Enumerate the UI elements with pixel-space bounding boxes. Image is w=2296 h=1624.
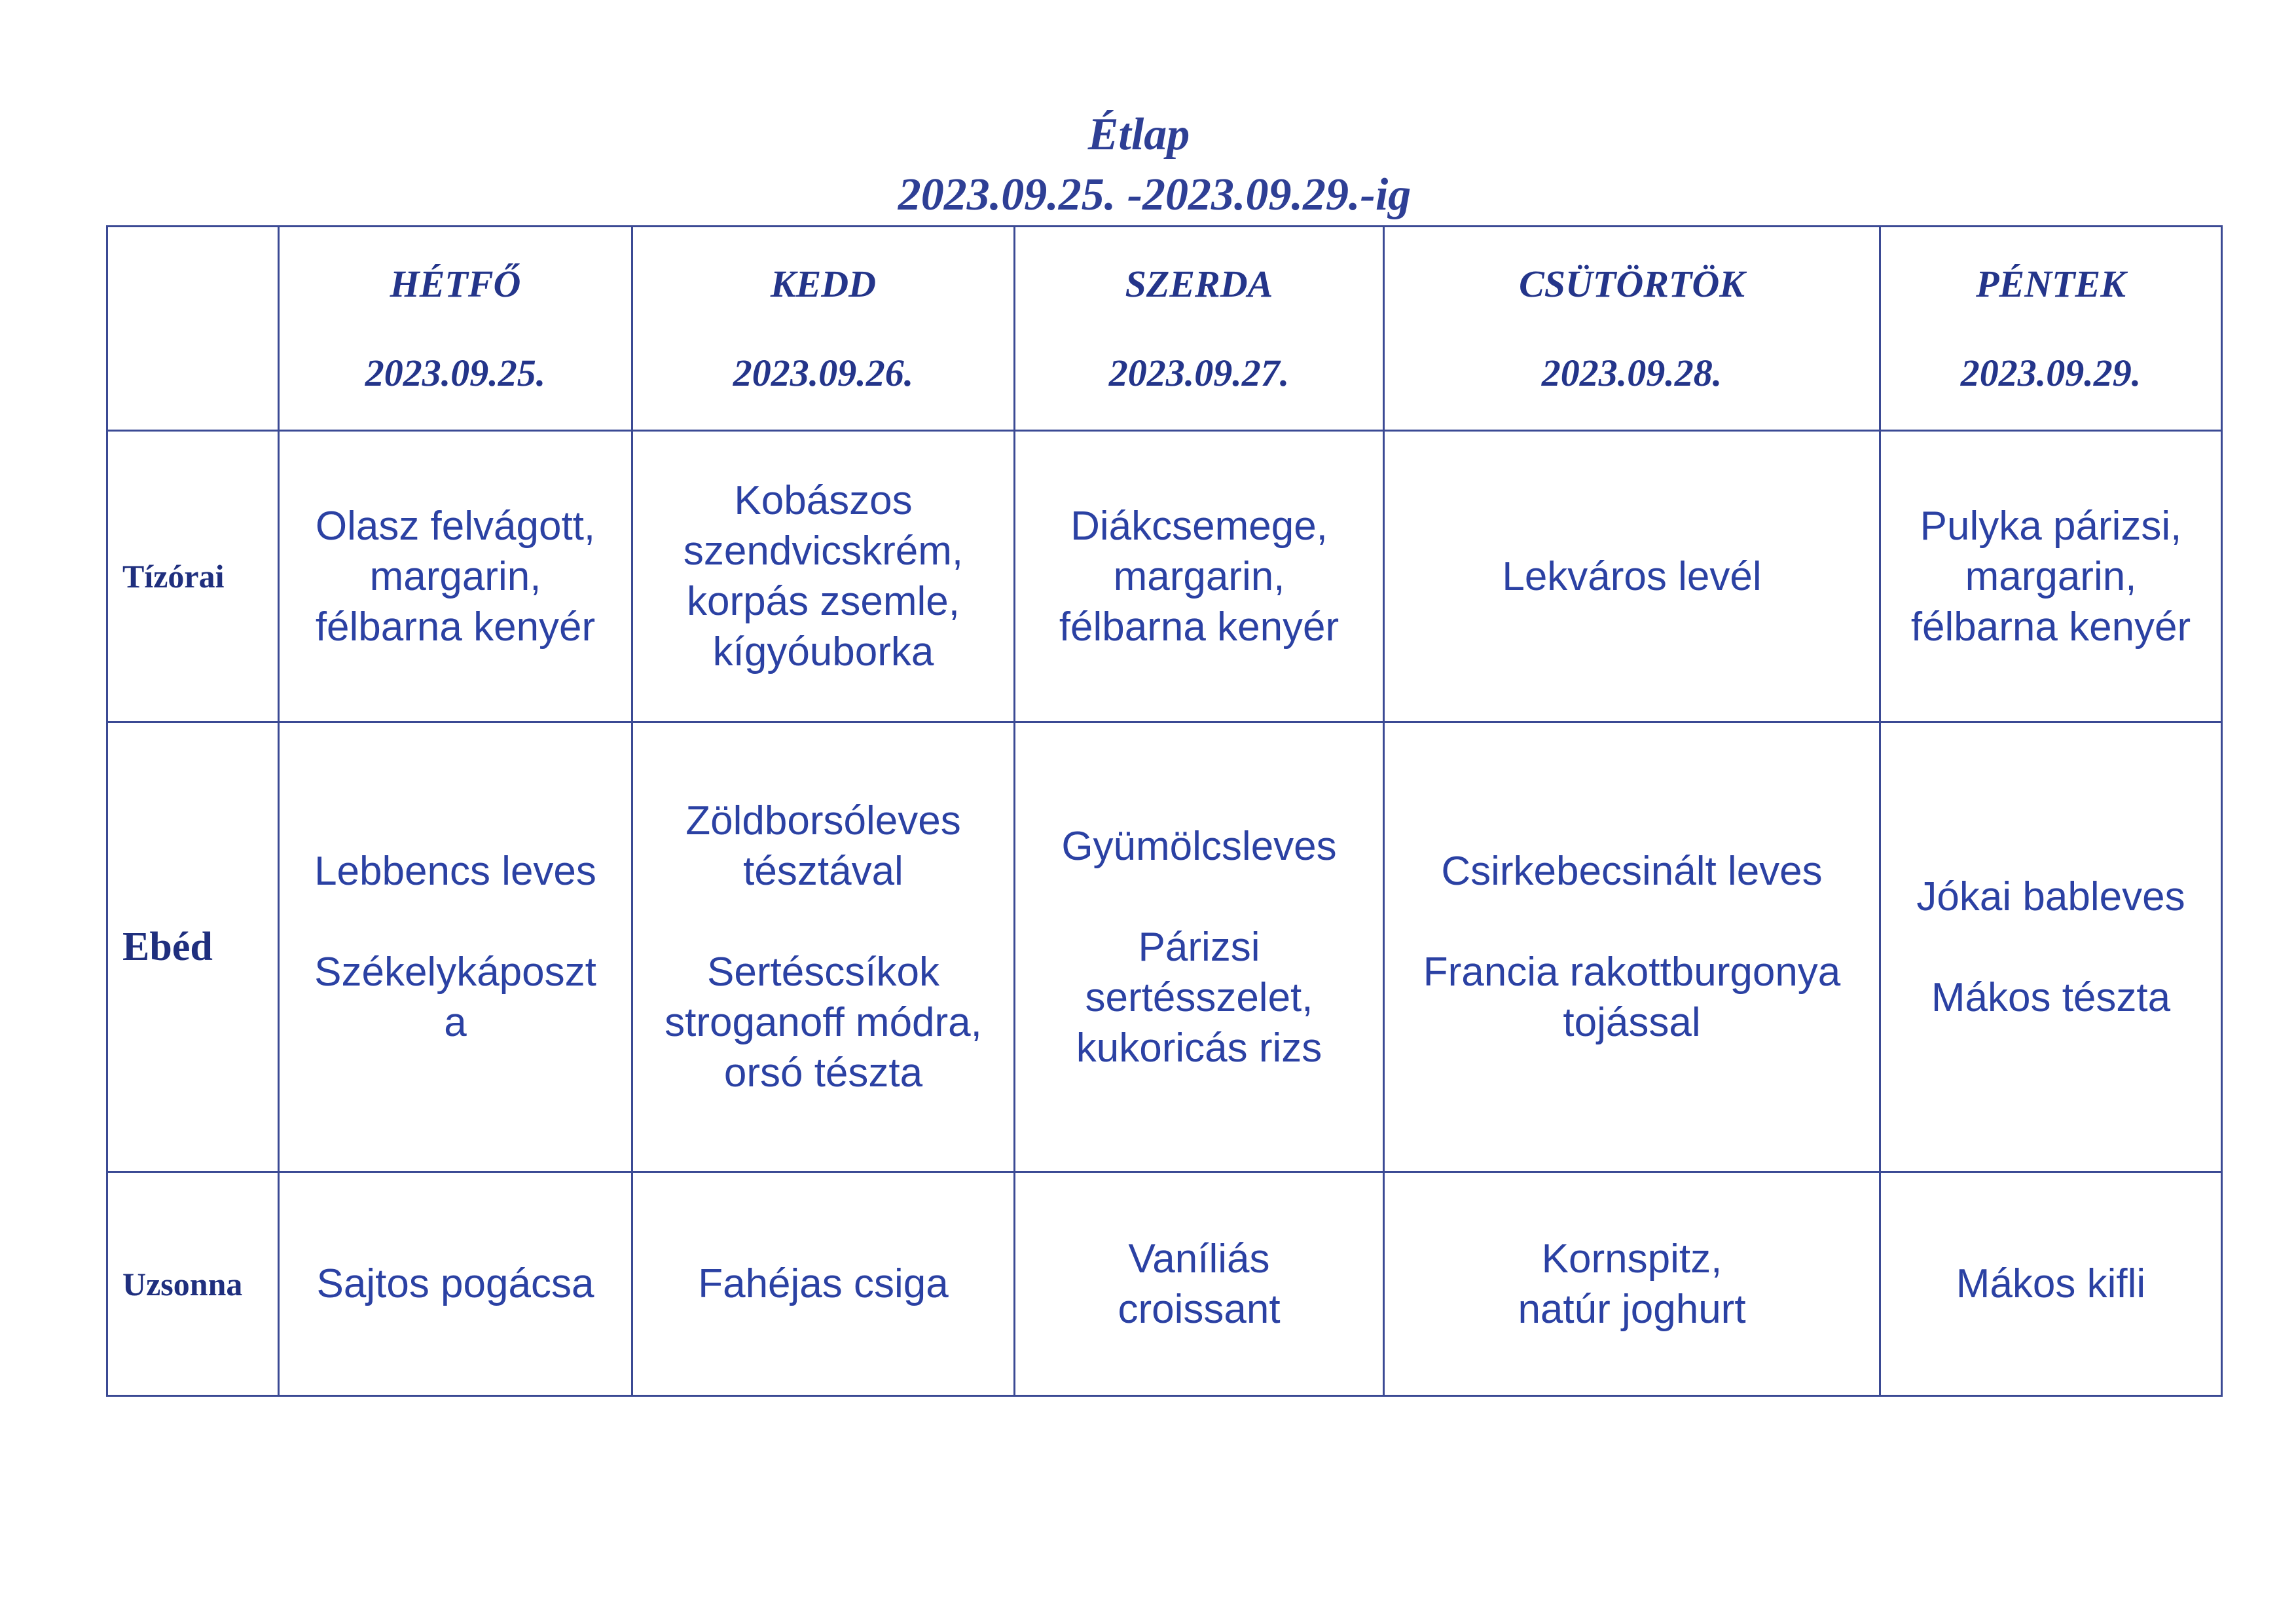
menu-cell	[279, 1172, 632, 1396]
menu-item-line: Jókai bableves	[1916, 874, 2185, 919]
menu-cell	[1880, 431, 2222, 722]
menu-item-line: tésztával	[743, 849, 903, 894]
menu-item-line: Sajtos pogácsa	[316, 1261, 594, 1306]
menu-item-line: Gyümölcsleves	[1061, 823, 1337, 869]
meal-row-tizorai	[107, 431, 2222, 722]
date-range: 2023.09.25. -2023.09.29.-ig	[898, 170, 1412, 220]
meal-label: Tízórai	[107, 431, 279, 722]
menu-cell	[1015, 1172, 1384, 1396]
menu-item-line: korpás zsemle,	[687, 579, 960, 624]
menu-item-line: kukoricás rizs	[1076, 1025, 1322, 1071]
menu-item-line: croissant	[1118, 1286, 1281, 1332]
menu-cell	[1880, 722, 2222, 1172]
menu-item-line: Lekváros levél	[1502, 553, 1762, 599]
day-header-tuesday	[632, 227, 1015, 431]
menu-item-line: szendvicskrém,	[683, 528, 964, 574]
menu-cell	[632, 1172, 1015, 1396]
menu-item-line: Lebbencs leves	[314, 849, 596, 894]
corner-cell	[107, 227, 279, 431]
day-name: HÉTFŐ	[390, 262, 521, 305]
line-gap	[1390, 896, 1874, 947]
menu-table	[106, 225, 2223, 1397]
day-header-thursday	[1384, 227, 1880, 431]
line-gap	[638, 896, 1008, 947]
meal-label: Uzsonna	[107, 1172, 279, 1396]
menu-item-line: Párizsi	[1138, 924, 1260, 970]
menu-item-line: margarin,	[369, 553, 541, 599]
day-date: 2023.09.29.	[1960, 351, 2141, 394]
menu-cell	[279, 431, 632, 722]
menu-item-line: orsó tészta	[723, 1050, 923, 1096]
line-gap	[1021, 872, 1377, 922]
menu-cell	[1880, 1172, 2222, 1396]
menu-item-line: Székelykáposzt	[314, 950, 596, 995]
menu-item-line: félbarna kenyér	[1059, 604, 1339, 650]
day-name: CSÜTÖRTÖK	[1519, 262, 1745, 305]
menu-item-line: Kornspitz,	[1541, 1236, 1722, 1282]
menu-cell	[1384, 1172, 1880, 1396]
meal-row-uzsonna	[107, 1172, 2222, 1396]
menu-item-line: Francia rakottburgonya	[1423, 950, 1841, 995]
menu-item-line: Diákcsemege,	[1070, 503, 1328, 549]
day-name: SZERDA	[1125, 262, 1273, 305]
menu-cell	[1384, 431, 1880, 722]
day-header-friday	[1880, 227, 2222, 431]
menu-item-line: kígyóuborka	[712, 629, 934, 674]
menu-item-line: Mákos tészta	[1931, 974, 2171, 1020]
day-header-monday	[279, 227, 632, 431]
menu-item-line: margarin,	[1965, 553, 2137, 599]
menu-cell	[632, 722, 1015, 1172]
menu-item-line: Kobászos	[734, 478, 913, 523]
menu-item-line: Fahéjas csiga	[698, 1261, 949, 1306]
day-name: KEDD	[770, 262, 877, 305]
header-row	[107, 227, 2222, 431]
menu-cell	[279, 722, 632, 1172]
menu-item-line: stroganoff módra,	[665, 1000, 982, 1045]
menu-cell	[1015, 722, 1384, 1172]
menu-item-line: Zöldborsóleves	[685, 798, 961, 843]
menu-cell	[1015, 431, 1384, 722]
page-title: Étlap	[1087, 109, 1190, 160]
menu-cell	[632, 431, 1015, 722]
menu-item-line: sertésszelet,	[1085, 974, 1313, 1020]
menu-item-line: Pulyka párizsi,	[1920, 503, 2182, 549]
menu-heading	[0, 105, 2296, 225]
menu-item-line: margarin,	[1113, 553, 1285, 599]
menu-item-line: félbarna kenyér	[1910, 604, 2191, 650]
menu-item-line: natúr joghurt	[1518, 1286, 1746, 1332]
menu-item-line: Olasz felvágott,	[315, 503, 596, 549]
day-date: 2023.09.28.	[1541, 351, 1722, 394]
menu-item-line: Vaníliás	[1128, 1236, 1270, 1282]
menu-item-line: félbarna kenyér	[315, 604, 596, 650]
day-date: 2023.09.27.	[1108, 351, 1290, 394]
line-gap	[1886, 922, 2215, 972]
day-date: 2023.09.25.	[365, 351, 546, 394]
line-gap	[285, 896, 626, 947]
day-name: PÉNTEK	[1976, 262, 2126, 305]
menu-item-line: Mákos kifli	[1956, 1261, 2146, 1306]
menu-item-line: tojással	[1563, 1000, 1701, 1045]
day-header-wednesday	[1015, 227, 1384, 431]
meal-row-ebed	[107, 722, 2222, 1172]
menu-cell	[1384, 722, 1880, 1172]
menu-item-line: Csirkebecsinált leves	[1441, 849, 1823, 894]
day-date: 2023.09.26.	[733, 351, 914, 394]
meal-label: Ebéd	[107, 722, 279, 1172]
menu-item-line: Sertéscsíkok	[707, 950, 939, 995]
menu-item-line: a	[444, 1000, 467, 1045]
